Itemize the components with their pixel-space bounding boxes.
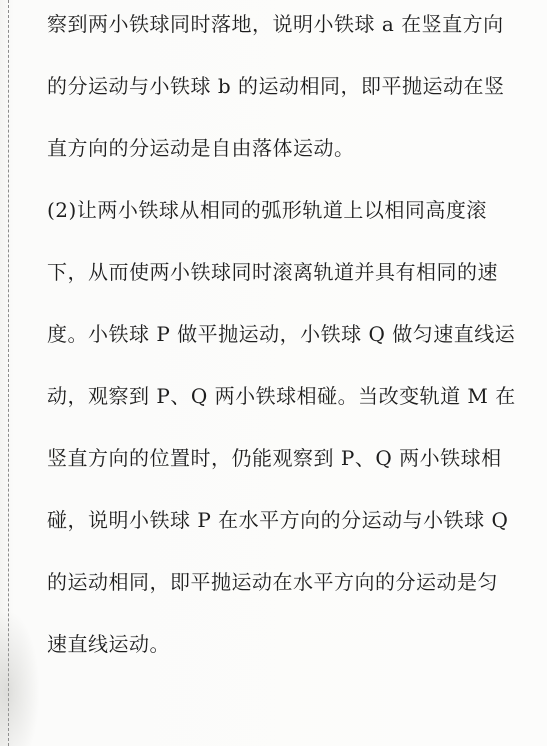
body-text [47, 8, 517, 661]
text-line-11: 速直线运动。 [47, 632, 170, 656]
text-line-3: 直方向的分运动是自由落体运动。 [47, 136, 355, 160]
text-line-2: 的分运动与小铁球 b 的运动相同，即平抛运动在竖 [47, 74, 505, 98]
text-line-4: (2)让两小铁球从相同的弧形轨道上以相同高度滚 [47, 198, 487, 222]
text-line-9: 碰，说明小铁球 P 在水平方向的分运动与小铁球 Q [47, 508, 509, 532]
text-line-8: 竖直方向的位置时，仍能观察到 P、Q 两小铁球相 [47, 446, 502, 470]
text-line-5: 下，从而使两小铁球同时滚离轨道并具有相同的速 [47, 260, 498, 284]
paper-stain [0, 610, 40, 746]
text-line-6: 度。小铁球 P 做平抛运动，小铁球 Q 做匀速直线运 [47, 322, 516, 346]
text-line-7: 动，观察到 P、Q 两小铁球相碰。当改变轨道 M 在 [47, 384, 516, 408]
text-line-1: 察到两小铁球同时落地，说明小铁球 a 在竖直方向 [47, 12, 504, 36]
text-line-10: 的运动相同，即平抛运动在水平方向的分运动是匀 [47, 570, 498, 594]
